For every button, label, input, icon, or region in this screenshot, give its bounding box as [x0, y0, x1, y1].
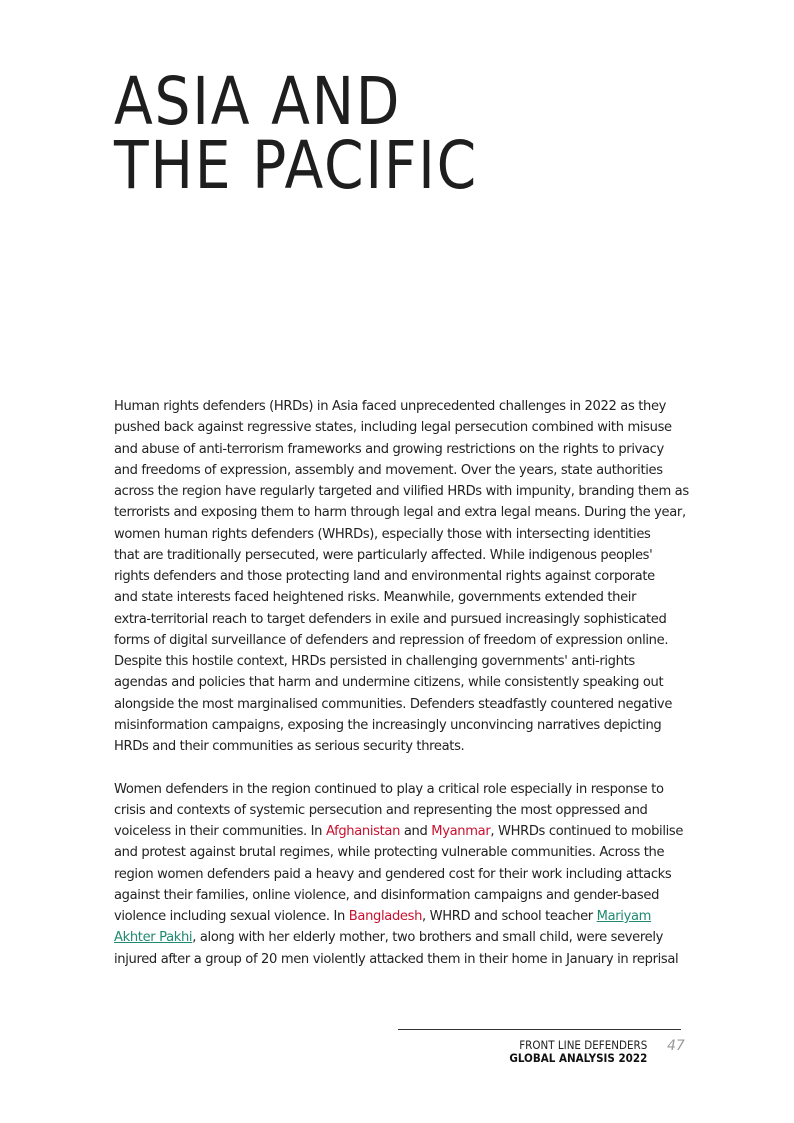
text-line: and protest against brutal regimes, while protecting vulnerable communities. Across the	[114, 845, 665, 861]
paragraph-2	[114, 779, 684, 970]
text-line: agendas and policies that harm and undermine citizens, while consistently speaking out	[114, 675, 664, 691]
country-link-myanmar[interactable]: Myanmar	[431, 824, 491, 839]
article-body	[114, 396, 689, 970]
text-line: and state interests faced heightened risks. Meanwhile, governments extended their	[114, 590, 637, 606]
text-line: across the region have regularly targeted and vilified HRDs with impunity, branding them as	[114, 484, 689, 499]
text-line: terrorists and exposing them to harm through legal and extra legal means. During the year,	[114, 505, 686, 521]
text-segment: voiceless in their communities. In	[114, 824, 326, 839]
page-title-line-1: ASIA AND	[114, 63, 402, 140]
footer-organization: FRONT LINE DEFENDERS	[518, 1038, 647, 1052]
defender-link-mariyam-akhter-pakhi-cont[interactable]: Akhter Pakhi	[114, 930, 193, 946]
text-line: misinformation campaigns, exposing the increasingly unconvincing narratives depicting	[114, 717, 662, 733]
text-line	[114, 821, 684, 842]
page-number: 47	[667, 1038, 685, 1054]
text-line: Women defenders in the region continued to play a critical role especially in response to	[114, 781, 664, 797]
defender-link-mariyam-akhter-pakhi[interactable]: Mariyam	[596, 909, 652, 924]
text-segment: , WHRD and school teacher	[422, 909, 597, 924]
paragraph-1	[114, 396, 689, 757]
country-link-afghanistan[interactable]: Afghanistan	[325, 824, 401, 839]
text-line: injured after a group of 20 men violently attacked them in their home in January in reprisal	[114, 951, 679, 967]
text-line: that are traditionally persecuted, were particularly affected. While indigenous peoples'	[114, 547, 653, 563]
text-segment: and	[400, 824, 432, 839]
text-line: and abuse of anti-terrorism frameworks and growing restrictions on the rights to privacy	[114, 441, 664, 457]
footer-report-title: GLOBAL ANALYSIS 2022	[509, 1051, 647, 1065]
text-segment: violence including sexual violence. In	[114, 909, 349, 924]
page-title-line-2: THE PACIFIC	[114, 127, 479, 204]
text-segment: , WHRDs continued to mobilise	[490, 824, 684, 839]
text-segment: , along with her elderly mother, two brothers and small child, were severely	[192, 930, 664, 946]
text-line: against their families, online violence, and disinformation campaigns and gender-based	[114, 887, 660, 903]
text-line: women human rights defenders (WHRDs), especially those with intersecting identities	[114, 526, 651, 542]
text-line: alongside the most marginalised communities. Defenders steadfastly countered negative	[114, 696, 673, 712]
footer-divider	[398, 1029, 681, 1030]
text-line: rights defenders and those protecting land and environmental rights against corporate	[114, 569, 655, 584]
text-line: pushed back against regressive states, including legal persecution combined with misuse	[114, 420, 672, 436]
text-line: crisis and contexts of systemic persecution and representing the most oppressed and	[114, 802, 648, 818]
text-line	[114, 927, 681, 948]
text-line	[114, 906, 681, 927]
text-line: forms of digital surveillance of defenders and repression of freedom of expression online.	[114, 632, 669, 648]
text-line: extra-territorial reach to target defenders in exile and pursued increasingly sophisticated	[114, 611, 667, 627]
paragraph-gap	[114, 757, 681, 778]
text-line: HRDs and their communities as serious security threats.	[114, 739, 465, 754]
country-link-bangladesh[interactable]: Bangladesh	[348, 909, 423, 924]
text-line: and freedoms of expression, assembly and movement. Over the years, state authorities	[114, 462, 663, 478]
page-title	[114, 63, 479, 204]
text-line: Despite this hostile context, HRDs persisted in challenging governments' anti-rights	[114, 654, 635, 669]
text-line: region women defenders paid a heavy and gendered cost for their work including attacks	[114, 866, 672, 882]
text-line: Human rights defenders (HRDs) in Asia faced unprecedented challenges in 2022 as they	[114, 399, 667, 414]
